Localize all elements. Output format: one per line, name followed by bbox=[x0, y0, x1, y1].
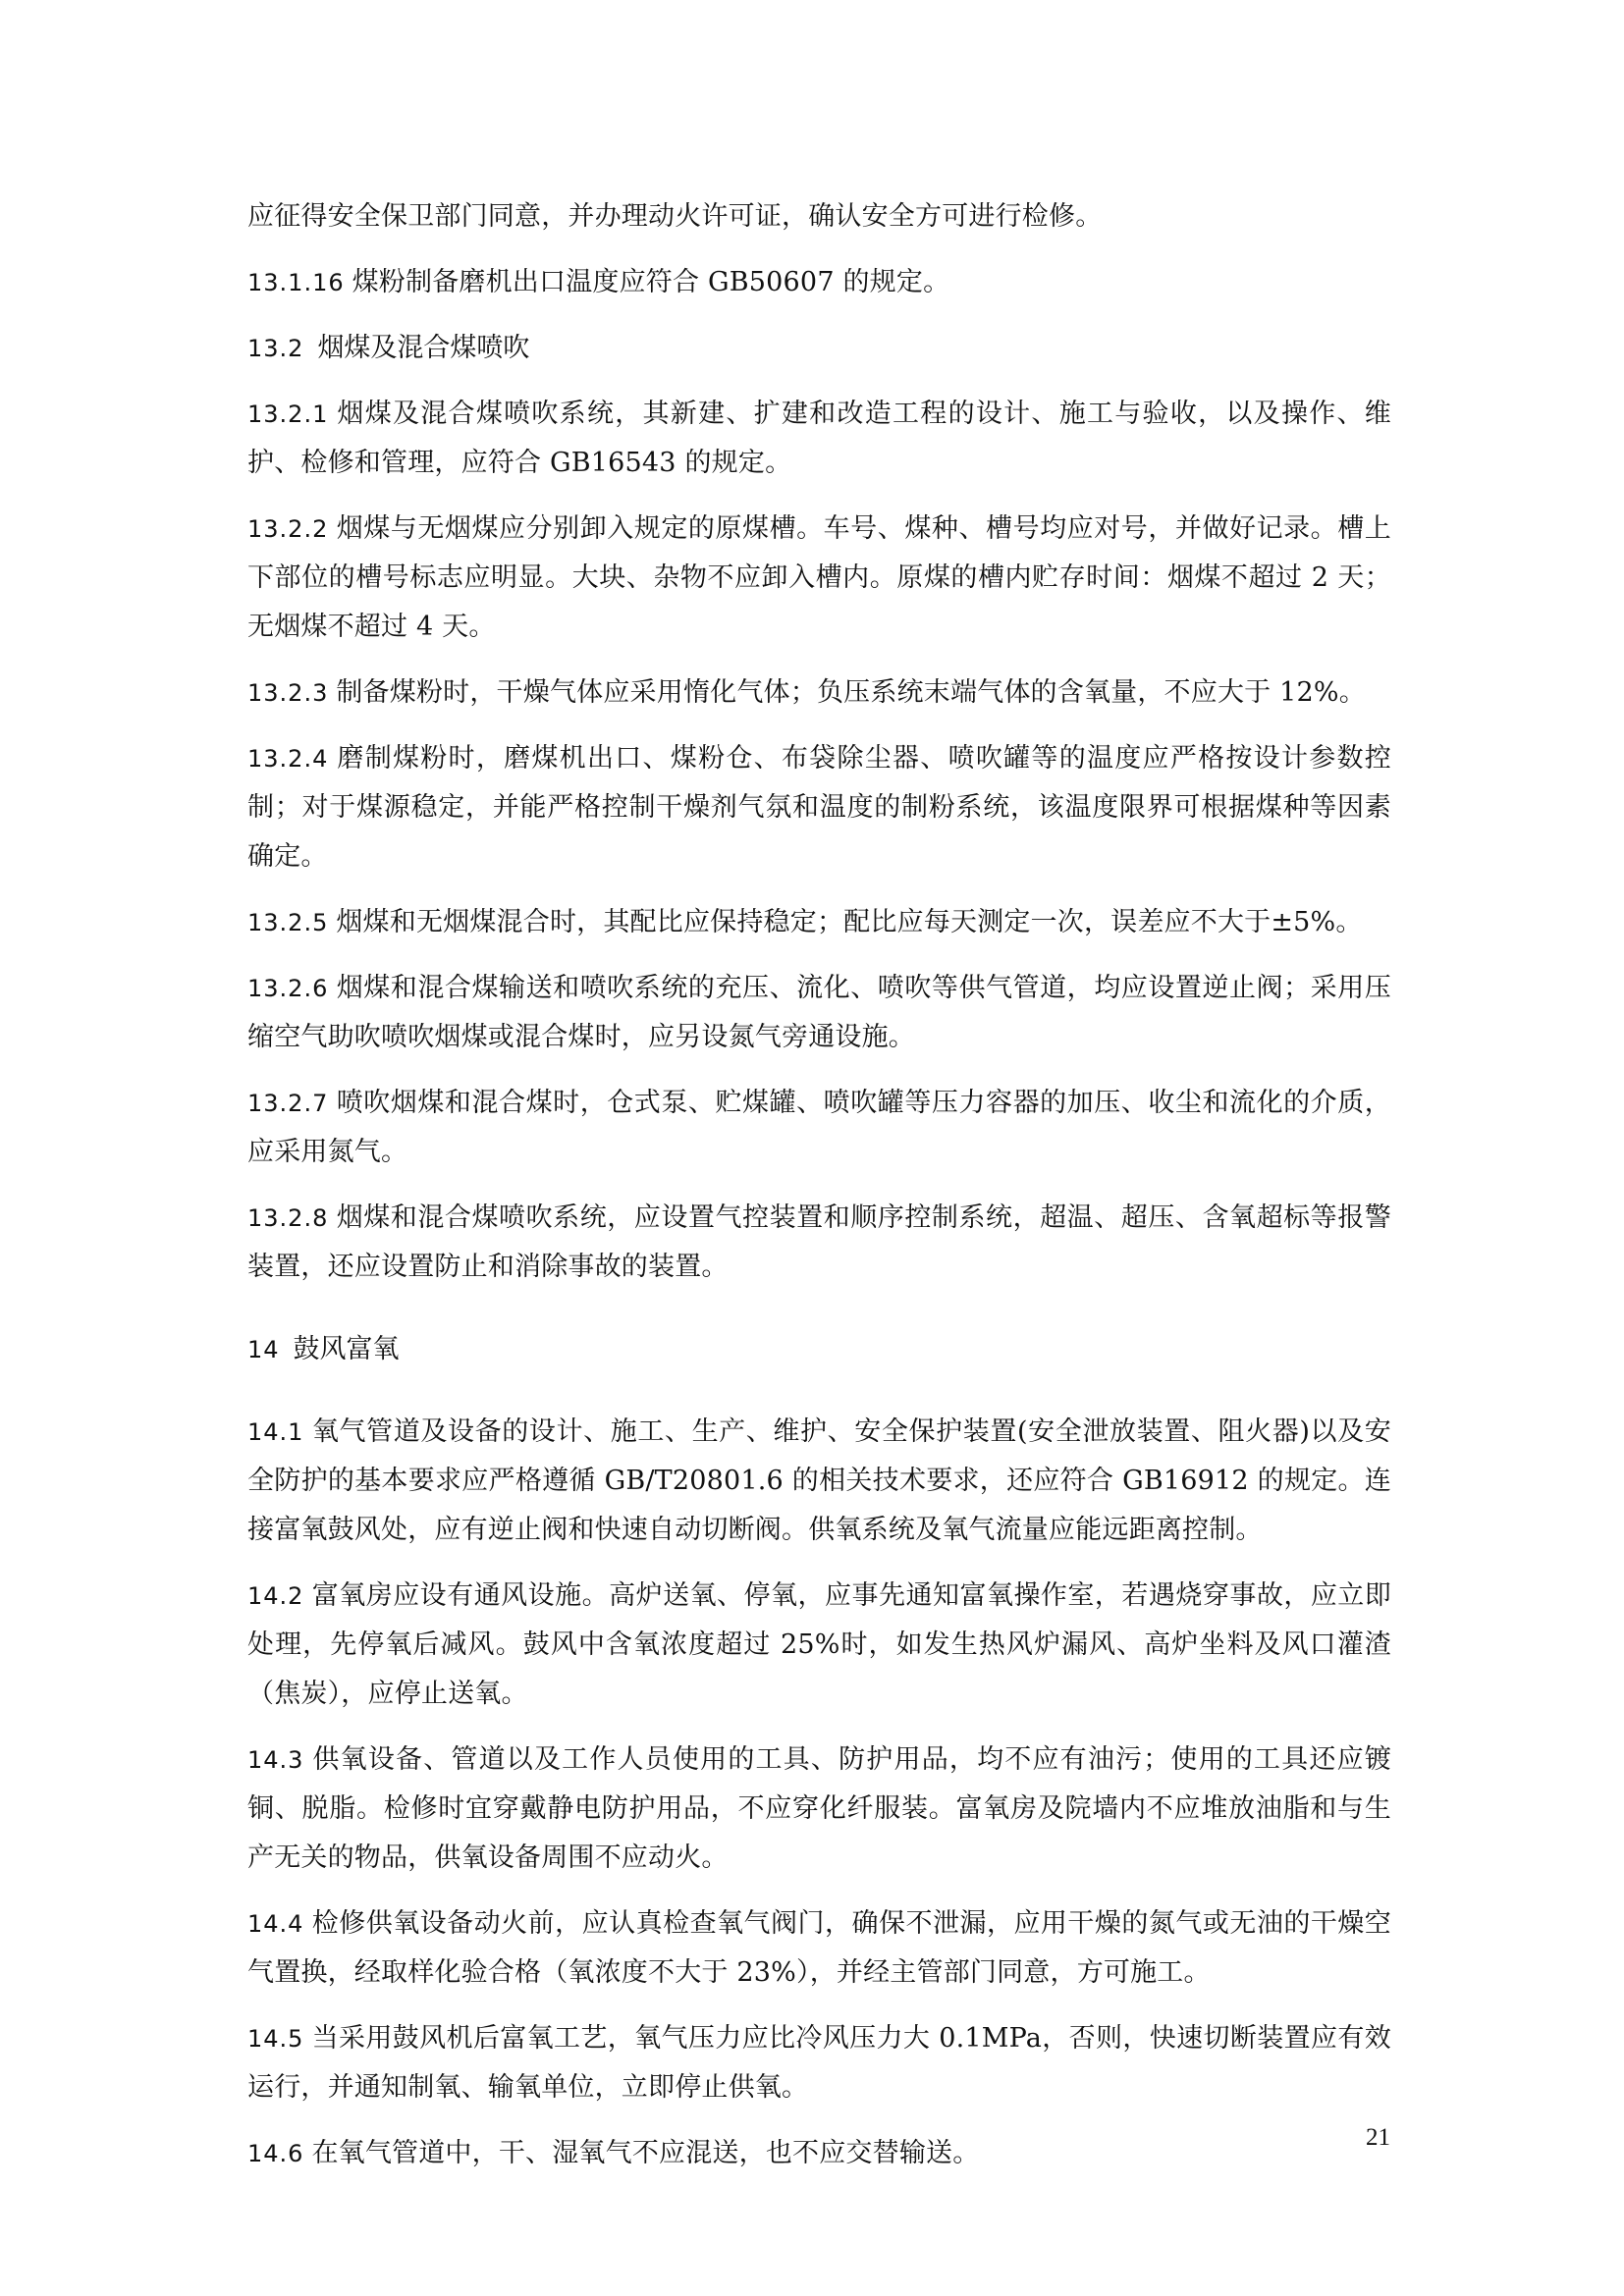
clause-text: 检修供氧设备动火前，应认真检查氧气阀门，确保不泄漏，应用干燥的氮气或无油的干燥空气置换，经取样化验合格（氧浓度不大于 23%），并经主管部门同意，方可施工。 bbox=[247, 1908, 1391, 1988]
clause-text: 烟煤和无烟煤混合时，其配比应保持稳定；配比应每天测定一次，误差应不大于±5%。 bbox=[336, 907, 1363, 937]
clause-number: 13.2.7 bbox=[247, 1090, 329, 1117]
clause-number: 14.2 bbox=[247, 1582, 304, 1610]
clause-number: 13.2.6 bbox=[247, 975, 329, 1002]
paragraph-text: 应征得安全保卫部门同意，并办理动火许可证，确认安全方可进行检修。 bbox=[247, 201, 1103, 232]
clause-number: 13.2.2 bbox=[247, 515, 329, 543]
clause-13-2-2 bbox=[247, 505, 1391, 652]
clause-text: 磨制煤粉时，磨煤机出口、煤粉仓、布袋除尘器、喷吹罐等的温度应严格按设计参数控制；对于煤源稳定，并能严格控制干燥剂气氛和温度的制粉系统，该温度限界可根据煤种等因素确定。 bbox=[247, 743, 1391, 872]
section-number: 13.2 bbox=[247, 335, 304, 362]
clause-number: 14.6 bbox=[247, 2140, 304, 2167]
continued-paragraph bbox=[247, 192, 1391, 241]
clause-14-2 bbox=[247, 1572, 1391, 1719]
chapter-title: 鼓风富氧 bbox=[293, 1334, 400, 1364]
clause-text: 烟煤及混合煤喷吹系统，其新建、扩建和改造工程的设计、施工与验收，以及操作、维护、检修和管理，应符合 GB16543 的规定。 bbox=[247, 399, 1391, 478]
clause-13-2-5 bbox=[247, 898, 1391, 947]
clause-13-2-4 bbox=[247, 734, 1391, 881]
page-number: 21 bbox=[1366, 2124, 1390, 2151]
clause-number: 13.2.4 bbox=[247, 745, 329, 773]
clause-13-2-6 bbox=[247, 964, 1391, 1062]
clause-number: 13.2.1 bbox=[247, 400, 329, 428]
clause-14-3 bbox=[247, 1735, 1391, 1883]
clause-text: 氧气管道及设备的设计、施工、生产、维护、安全保护装置(安全泄放装置、阻火器)以及安全防护的基本要求应严格遵循 GB/T20801.6 的相关技术要求，还应符合 GB16912 的规定。连接富氧鼓风处，应有逆止阀和快速自动切断阀。供氧系统及氧气流量应能远距离控制。 bbox=[247, 1416, 1391, 1545]
clause-13-1-16 bbox=[247, 258, 1391, 307]
clause-text: 制备煤粉时，干燥气体应采用惰化气体；负压系统末端气体的含氧量，不应大于 12%。 bbox=[336, 677, 1366, 708]
clause-14-4 bbox=[247, 1899, 1391, 1998]
clause-13-2-3 bbox=[247, 668, 1391, 718]
clause-text: 烟煤和混合煤输送和喷吹系统的充压、流化、喷吹等供气管道，均应设置逆止阀；采用压缩空气助吹喷吹烟煤或混合煤时，应另设氮气旁通设施。 bbox=[247, 973, 1391, 1052]
clause-text: 在氧气管道中，干、湿氧气不应混送，也不应交替输送。 bbox=[311, 2138, 980, 2168]
clause-number: 13.1.16 bbox=[247, 269, 345, 296]
clause-13-2-8 bbox=[247, 1194, 1391, 1292]
clause-text: 喷吹烟煤和混合煤时，仓式泵、贮煤罐、喷吹罐等压力容器的加压、收尘和流化的介质，应采用氮气。 bbox=[247, 1088, 1391, 1167]
clause-14-6 bbox=[247, 2129, 1391, 2178]
clause-text: 烟煤和混合煤喷吹系统，应设置气控装置和顺序控制系统，超温、超压、含氧超标等报警装置，还应设置防止和消除事故的装置。 bbox=[247, 1202, 1391, 1282]
clause-number: 14.1 bbox=[247, 1418, 304, 1446]
section-heading-13-2 bbox=[247, 324, 1391, 373]
clause-13-2-1 bbox=[247, 390, 1391, 488]
clause-14-1 bbox=[247, 1408, 1391, 1555]
chapter-heading-14 bbox=[247, 1325, 1391, 1374]
clause-number: 14.4 bbox=[247, 1910, 304, 1938]
clause-number: 13.2.3 bbox=[247, 679, 329, 707]
clause-13-2-7 bbox=[247, 1079, 1391, 1177]
document-body bbox=[247, 192, 1391, 2195]
clause-text: 煤粉制备磨机出口温度应符合 GB50607 的规定。 bbox=[352, 267, 950, 297]
clause-text: 供氧设备、管道以及工作人员使用的工具、防护用品，均不应有油污；使用的工具还应镀铜、脱脂。检修时宜穿戴静电防护用品，不应穿化纤服装。富氧房及院墙内不应堆放油脂和与生产无关的物品，供氧设备周围不应动火。 bbox=[247, 1744, 1391, 1873]
chapter-number: 14 bbox=[247, 1336, 280, 1363]
clause-text: 当采用鼓风机后富氧工艺，氧气压力应比冷风压力大 0.1MPa，否则，快速切断装置应有效运行，并通知制氧、输氧单位，立即停止供氧。 bbox=[247, 2023, 1391, 2103]
clause-text: 烟煤与无烟煤应分别卸入规定的原煤槽。车号、煤种、槽号均应对号，并做好记录。槽上下部位的槽号标志应明显。大块、杂物不应卸入槽内。原煤的槽内贮存时间：烟煤不超过 2 天；无烟煤不超过 4 天。 bbox=[247, 513, 1391, 642]
clause-text: 富氧房应设有通风设施。高炉送氧、停氧，应事先通知富氧操作室，若遇烧穿事故，应立即处理，先停氧后减风。鼓风中含氧浓度超过 25%时，如发生热风炉漏风、高炉坐料及风口灌渣（焦炭），应停止送氧。 bbox=[247, 1580, 1391, 1709]
clause-14-5 bbox=[247, 2014, 1391, 2112]
clause-number: 13.2.8 bbox=[247, 1204, 329, 1232]
clause-number: 14.5 bbox=[247, 2025, 304, 2053]
clause-number: 14.3 bbox=[247, 1746, 304, 1774]
clause-number: 13.2.5 bbox=[247, 909, 329, 936]
section-title: 烟煤及混合煤喷吹 bbox=[317, 333, 530, 363]
